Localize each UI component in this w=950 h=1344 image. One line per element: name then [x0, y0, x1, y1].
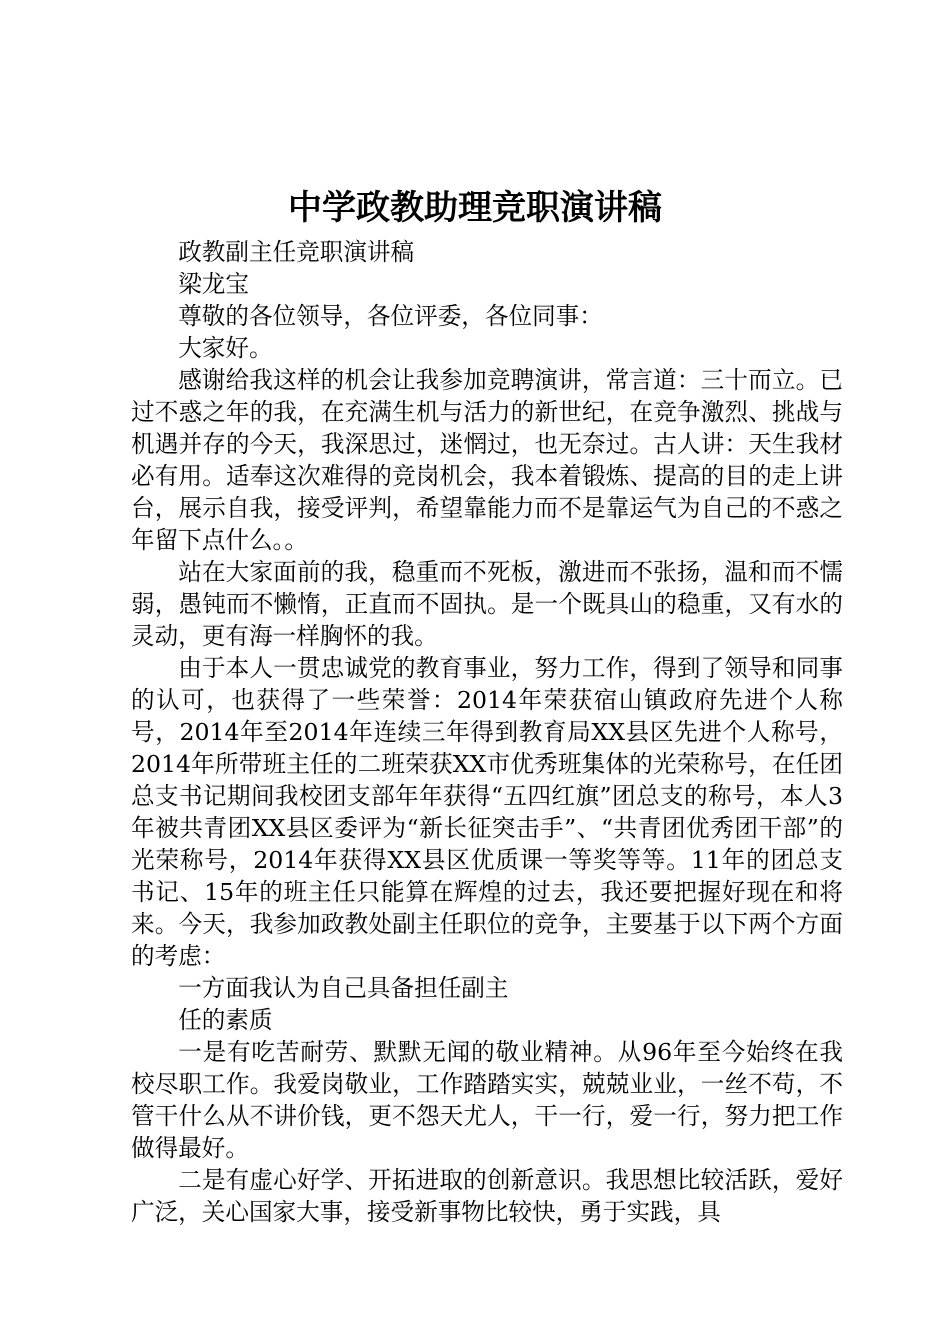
paragraph-subtitle: 政教副主任竞职演讲稿	[178, 238, 415, 266]
document-title: 中学政教助理竞职演讲稿	[288, 188, 662, 228]
paragraph-author: 梁龙宝	[178, 270, 249, 298]
paragraph-self-description: 站在大家面前的我，稳重而不死板，激进而不张扬，温和而不懦弱，愚钝而不懒惰，正直而不固执。是一个既具山的稳重，又有水的灵动，更有海一样胸怀的我。	[131, 558, 843, 650]
paragraph-honors: 由于本人一贯忠诚党的教育事业，努力工作，得到了领导和同事的认可，也获得了一些荣誉：2014年荣获宿山镇政府先进个人称号，2014年至2014年连续三年得到教育局XX县区先进个人称号，2014年所带班主任的二班荣获XX市优秀班集体的光荣称号，在任团总支书记期间我校团支部年年获得“五四红旗”团总支的称号，本人3年被共青团XX县区委评为“新长征突击手”、“共青团优秀团干部”的光荣称号，2014年获得XX县区优质课一等奖等等。11年的团总支书记、15年的班主任只能算在辉煌的过去，我还要把握好现在和将来。今天，我参加政教处副主任职位的竞争，主要基于以下两个方面的考虑：	[131, 654, 843, 970]
paragraph-greeting: 大家好。	[178, 334, 273, 362]
document-body	[131, 236, 843, 1228]
paragraph-heading-qualities-1: 一方面我认为自己具备担任副主	[178, 974, 509, 1002]
paragraph-salutation: 尊敬的各位领导，各位评委，各位同事：	[178, 302, 603, 330]
paragraph-innovation: 二是有虚心好学、开拓进取的创新意识。我思想比较活跃，爱好广泛，关心国家大事，接受新事物比较快，勇于实践，具	[131, 1166, 843, 1226]
paragraph-thanks: 感谢给我这样的机会让我参加竞聘演讲，常言道：三十而立。已过不惑之年的我，在充满生机与活力的新世纪，在竞争激烈、挑战与机遇并存的今天，我深思过，迷惘过，也无奈过。古人讲：天生我材必有用。适奉这次难得的竞岗机会，我本着锻炼、提高的目的走上讲台，展示自我，接受评判，希望靠能力而不是靠运气为自己的不惑之年留下点什么。。	[131, 366, 843, 554]
paragraph-heading-qualities-2: 任的素质	[178, 1006, 273, 1034]
paragraph-dedication: 一是有吃苦耐劳、默默无闻的敬业精神。从96年至今始终在我校尽职工作。我爱岗敬业，工作踏踏实实，兢兢业业，一丝不苟，不管干什么从不讲价钱，更不怨天尤人，干一行，爱一行，努力把工作做得最好。	[131, 1038, 843, 1162]
